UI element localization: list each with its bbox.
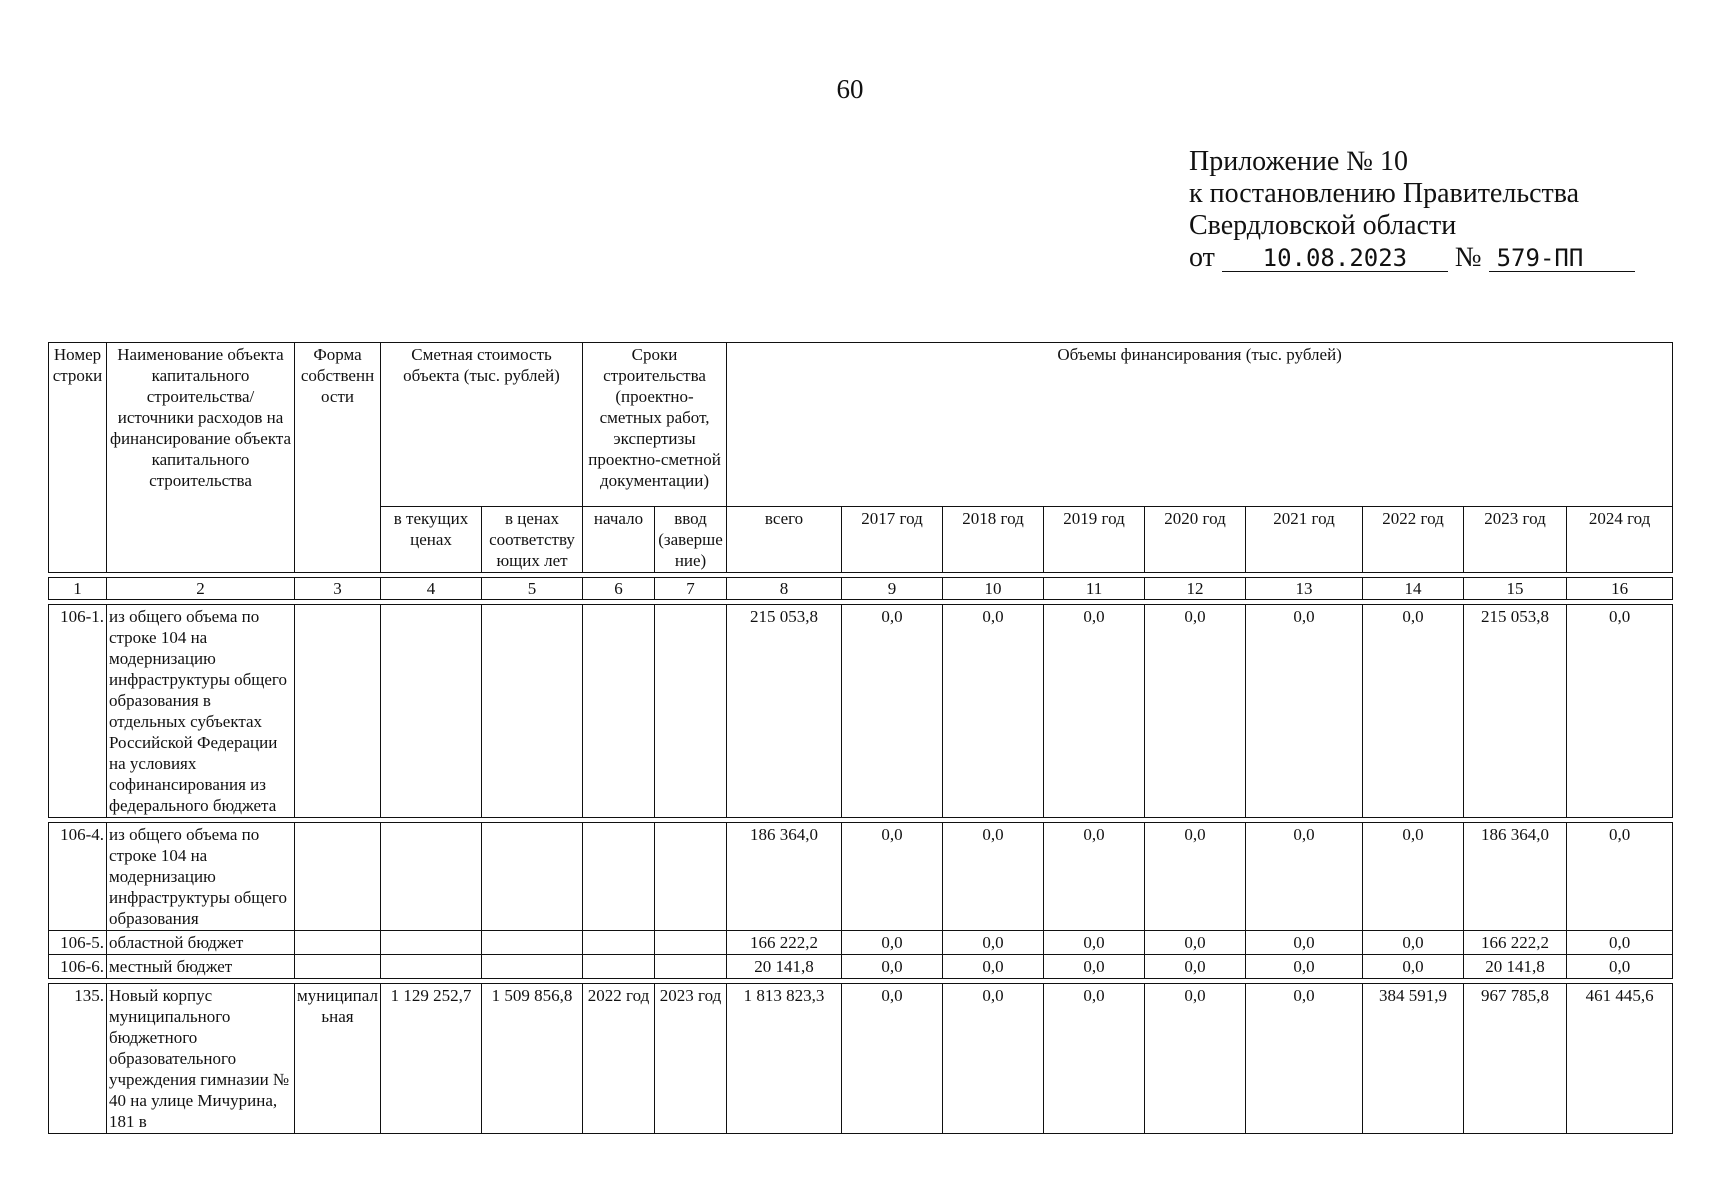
row-number: 106-5. xyxy=(49,931,107,955)
appendix-title: Приложение № 10 xyxy=(1189,146,1408,177)
row-2017: 0,0 xyxy=(842,931,943,955)
page-number: 60 xyxy=(836,74,864,104)
row-total: 186 364,0 xyxy=(727,823,842,931)
row-number: 106-1. xyxy=(49,605,107,818)
row-current-price: 1 129 252,7 xyxy=(381,984,482,1134)
header-2017: 2017 год xyxy=(842,507,943,573)
column-number: 11 xyxy=(1044,578,1145,600)
row-2018: 0,0 xyxy=(943,984,1044,1134)
row-2022: 0,0 xyxy=(1363,931,1464,955)
appendix-block xyxy=(1189,146,1635,274)
row-2018: 0,0 xyxy=(943,931,1044,955)
header-total: всего xyxy=(727,507,842,573)
table-row xyxy=(49,931,1673,955)
row-year-price xyxy=(482,823,583,931)
appendix-region: Свердловской области xyxy=(1189,210,1457,241)
row-year-price: 1 509 856,8 xyxy=(482,984,583,1134)
header-year-prices: в ценах соответствующих лет xyxy=(482,507,583,573)
row-2022: 0,0 xyxy=(1363,823,1464,931)
row-start xyxy=(583,823,655,931)
row-end xyxy=(655,955,727,979)
row-2018: 0,0 xyxy=(943,823,1044,931)
header-2019: 2019 год xyxy=(1044,507,1145,573)
row-2022: 384 591,9 xyxy=(1363,984,1464,1134)
row-2017: 0,0 xyxy=(842,605,943,818)
header-2023: 2023 год xyxy=(1464,507,1567,573)
row-2022: 0,0 xyxy=(1363,955,1464,979)
row-2021: 0,0 xyxy=(1246,605,1363,818)
from-label: от xyxy=(1189,242,1215,273)
row-2021: 0,0 xyxy=(1246,984,1363,1134)
column-number: 2 xyxy=(107,578,295,600)
table-row xyxy=(49,823,1673,931)
row-total: 166 222,2 xyxy=(727,931,842,955)
header-2021: 2021 год xyxy=(1246,507,1363,573)
row-2019: 0,0 xyxy=(1044,955,1145,979)
column-number: 16 xyxy=(1567,578,1673,600)
row-2022: 0,0 xyxy=(1363,605,1464,818)
row-ownership xyxy=(295,823,381,931)
column-number: 3 xyxy=(295,578,381,600)
table-row xyxy=(49,605,1673,818)
row-name: местный бюджет xyxy=(107,955,295,979)
resolution-number: 579-ПП xyxy=(1489,245,1635,272)
column-number: 4 xyxy=(381,578,482,600)
row-2021: 0,0 xyxy=(1246,955,1363,979)
row-current-price xyxy=(381,931,482,955)
column-number: 14 xyxy=(1363,578,1464,600)
row-ownership xyxy=(295,931,381,955)
row-2020: 0,0 xyxy=(1145,605,1246,818)
row-name: Новый корпус муниципального бюджетного образовательного учреждения гимназии № 40 на улице Мичурина, 181 в xyxy=(107,984,295,1134)
column-number: 1 xyxy=(49,578,107,600)
row-2018: 0,0 xyxy=(943,605,1044,818)
row-number: 135. xyxy=(49,984,107,1134)
column-number: 10 xyxy=(943,578,1044,600)
row-current-price xyxy=(381,605,482,818)
row-2021: 0,0 xyxy=(1246,823,1363,931)
header-financing: Объемы финансирования (тыс. рублей) xyxy=(727,343,1673,507)
table-row xyxy=(49,984,1673,1134)
row-year-price xyxy=(482,955,583,979)
number-label: № xyxy=(1454,242,1482,273)
column-number: 13 xyxy=(1246,578,1363,600)
column-number: 8 xyxy=(727,578,842,600)
row-2020: 0,0 xyxy=(1145,955,1246,979)
row-2018: 0,0 xyxy=(943,955,1044,979)
row-2017: 0,0 xyxy=(842,823,943,931)
row-2019: 0,0 xyxy=(1044,823,1145,931)
row-2024: 0,0 xyxy=(1567,955,1673,979)
row-start xyxy=(583,605,655,818)
row-2024: 0,0 xyxy=(1567,931,1673,955)
row-number: 106-6. xyxy=(49,955,107,979)
row-2024: 0,0 xyxy=(1567,823,1673,931)
header-ownership: Форма собственности xyxy=(295,343,381,573)
row-year-price xyxy=(482,605,583,818)
row-end xyxy=(655,605,727,818)
row-name: из общего объема по строке 104 на модернизацию инфраструктуры общего образования в отдельных субъектах Российской Федерации на условиях софинансирования из федерального бюджета xyxy=(107,605,295,818)
appendix-ref: к постановлению Правительства xyxy=(1189,178,1580,209)
row-2023: 186 364,0 xyxy=(1464,823,1567,931)
header-row-number: Номер строки xyxy=(49,343,107,573)
column-number: 15 xyxy=(1464,578,1567,600)
row-2024: 461 445,6 xyxy=(1567,984,1673,1134)
column-number: 5 xyxy=(482,578,583,600)
column-number: 6 xyxy=(583,578,655,600)
header-2022: 2022 год xyxy=(1363,507,1464,573)
row-current-price xyxy=(381,823,482,931)
row-2017: 0,0 xyxy=(842,955,943,979)
row-2023: 20 141,8 xyxy=(1464,955,1567,979)
row-number: 106-4. xyxy=(49,823,107,931)
row-ownership xyxy=(295,605,381,818)
row-2023: 215 053,8 xyxy=(1464,605,1567,818)
header-start: начало xyxy=(583,507,655,573)
header-2018: 2018 год xyxy=(943,507,1044,573)
header-estimate: Сметная стоимость объекта (тыс. рублей) xyxy=(381,343,583,507)
row-end xyxy=(655,931,727,955)
row-2019: 0,0 xyxy=(1044,605,1145,818)
header-2020: 2020 год xyxy=(1145,507,1246,573)
row-2019: 0,0 xyxy=(1044,984,1145,1134)
column-number-row xyxy=(49,578,1673,600)
column-number: 7 xyxy=(655,578,727,600)
row-current-price xyxy=(381,955,482,979)
row-name: областной бюджет xyxy=(107,931,295,955)
appendix-date-line xyxy=(1189,242,1635,274)
row-2020: 0,0 xyxy=(1145,931,1246,955)
row-2021: 0,0 xyxy=(1246,931,1363,955)
row-total: 215 053,8 xyxy=(727,605,842,818)
table-row xyxy=(49,955,1673,979)
row-2024: 0,0 xyxy=(1567,605,1673,818)
row-ownership: муниципальная xyxy=(295,984,381,1134)
row-start xyxy=(583,955,655,979)
row-2023: 166 222,2 xyxy=(1464,931,1567,955)
row-2017: 0,0 xyxy=(842,984,943,1134)
row-start: 2022 год xyxy=(583,984,655,1134)
header-end: ввод (завершение) xyxy=(655,507,727,573)
header-2024: 2024 год xyxy=(1567,507,1673,573)
row-total: 20 141,8 xyxy=(727,955,842,979)
row-2023: 967 785,8 xyxy=(1464,984,1567,1134)
row-year-price xyxy=(482,931,583,955)
row-2020: 0,0 xyxy=(1145,984,1246,1134)
row-end: 2023 год xyxy=(655,984,727,1134)
row-2019: 0,0 xyxy=(1044,931,1145,955)
resolution-date: 10.08.2023 xyxy=(1222,245,1448,272)
financing-table xyxy=(48,342,1673,1134)
header-current-prices: в текущих ценах xyxy=(381,507,482,573)
row-total: 1 813 823,3 xyxy=(727,984,842,1134)
row-2020: 0,0 xyxy=(1145,823,1246,931)
row-start xyxy=(583,931,655,955)
row-end xyxy=(655,823,727,931)
column-number: 9 xyxy=(842,578,943,600)
header-object-name: Наименование объекта капитального строительства/источники расходов на финансирование объекта капитального строительства xyxy=(107,343,295,573)
row-name: из общего объема по строке 104 на модернизацию инфраструктуры общего образования xyxy=(107,823,295,931)
column-number: 12 xyxy=(1145,578,1246,600)
header-terms: Сроки строительства (проектно-сметных работ, экспертизы проектно-сметной документации) xyxy=(583,343,727,507)
row-ownership xyxy=(295,955,381,979)
